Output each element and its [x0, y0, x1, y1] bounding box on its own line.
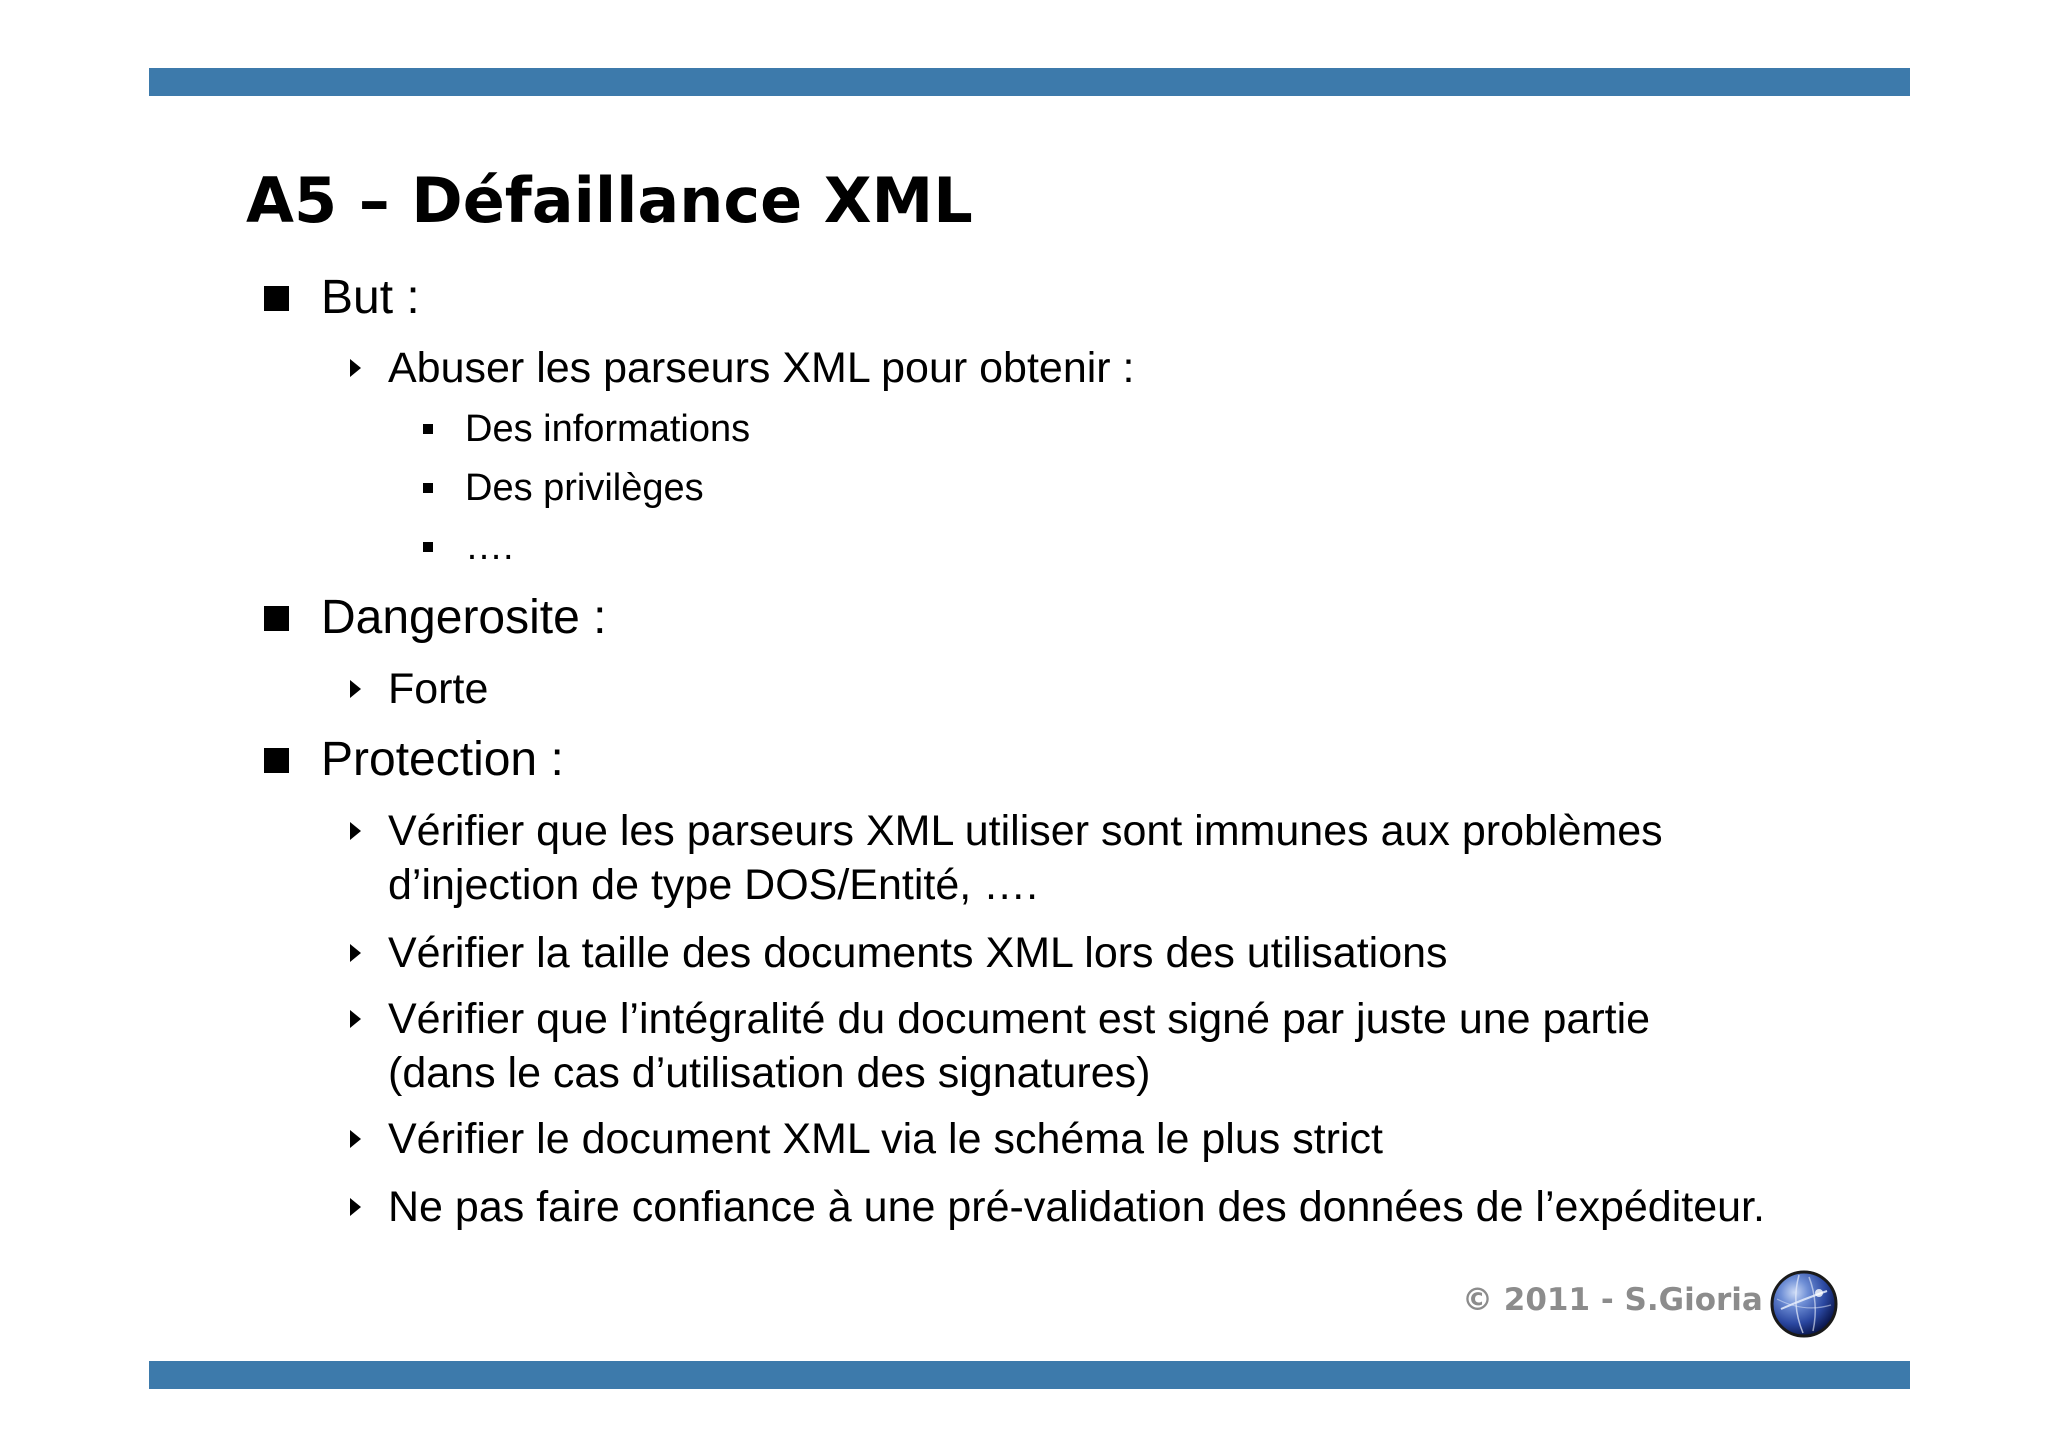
small-square-bullet-icon — [423, 424, 433, 434]
sub-bullet-text: Ne pas faire confiance à une pré-validation des données de l’expéditeur. — [388, 1183, 1765, 1231]
sub-sub-bullet-text: Des privilèges — [465, 467, 704, 509]
arrow-bullet-icon — [350, 680, 361, 698]
small-square-bullet-icon — [423, 542, 433, 552]
sub-bullet-text: Vérifier que les parseurs XML utiliser sont immunes aux problèmes d’injection de type DOS/Entité, …. — [388, 807, 1663, 909]
bullet-heading: Dangerosite : — [321, 591, 607, 644]
bottom-accent-bar — [149, 1361, 1910, 1389]
copyright-footer: © 2011 - S.Gioria — [1462, 1282, 1763, 1318]
square-bullet-icon — [264, 286, 289, 311]
sub-bullet-text: Vérifier la taille des documents XML lors des utilisations — [388, 929, 1448, 977]
square-bullet-icon — [264, 606, 289, 631]
square-bullet-icon — [264, 748, 289, 773]
sub-bullet-text: Vérifier que l’intégralité du document est signé par juste une partie (dans le cas d’utilisation des signatures) — [388, 995, 1651, 1097]
slide-title: A5 – Défaillance XML — [246, 164, 973, 237]
sub-sub-bullet-text: …. — [465, 526, 514, 568]
arrow-bullet-icon — [350, 944, 361, 962]
small-square-bullet-icon — [423, 483, 433, 493]
globe-logo-icon — [1769, 1269, 1839, 1339]
top-accent-bar — [149, 68, 1910, 96]
sub-bullet-text: Abuser les parseurs XML pour obtenir : — [388, 344, 1135, 392]
bullet-heading: Protection : — [321, 733, 564, 786]
arrow-bullet-icon — [350, 1130, 361, 1148]
sub-sub-bullet-text: Des informations — [465, 408, 751, 450]
sub-bullet-text: Vérifier le document XML via le schéma le plus strict — [388, 1115, 1383, 1163]
arrow-bullet-icon — [350, 359, 361, 377]
bullet-heading: But : — [321, 271, 420, 324]
sub-bullet-text: Forte — [388, 665, 489, 713]
arrow-bullet-icon — [350, 822, 361, 840]
arrow-bullet-icon — [350, 1010, 361, 1028]
arrow-bullet-icon — [350, 1198, 361, 1216]
